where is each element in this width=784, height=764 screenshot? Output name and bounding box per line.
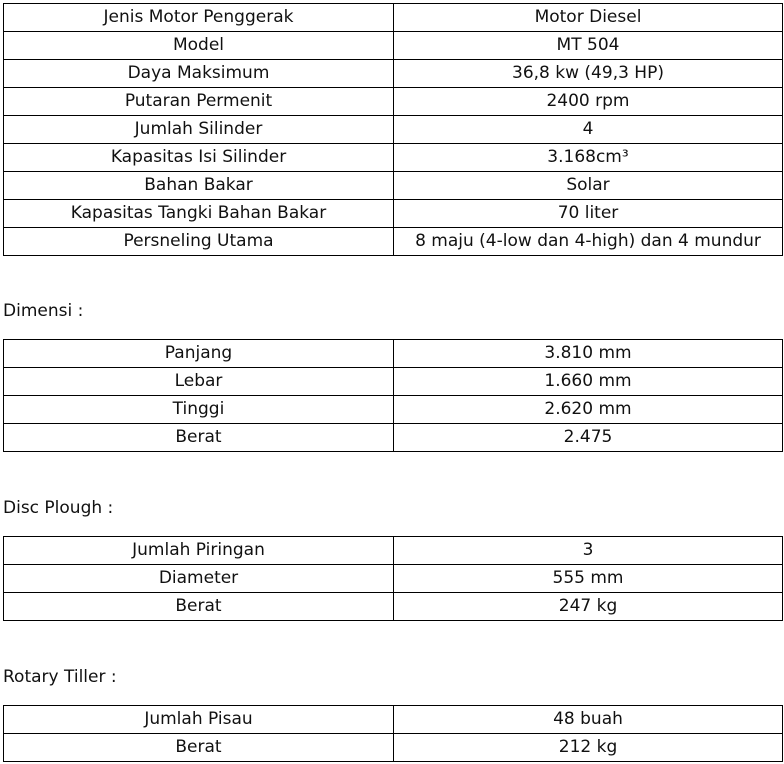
spec-value: 3.810 mm bbox=[394, 340, 783, 368]
spec-value: 1.660 mm bbox=[394, 368, 783, 396]
table-row bbox=[4, 565, 783, 593]
spec-value: 3 bbox=[394, 537, 783, 565]
table-row bbox=[4, 340, 783, 368]
spec-value: 555 mm bbox=[394, 565, 783, 593]
spec-value: 48 buah bbox=[394, 706, 783, 734]
dimensions-table bbox=[3, 339, 783, 452]
rotary-tiller-table bbox=[3, 705, 783, 762]
spec-label: Berat bbox=[4, 734, 394, 762]
table-row bbox=[4, 144, 783, 172]
table-row bbox=[4, 537, 783, 565]
spec-label: Panjang bbox=[4, 340, 394, 368]
spec-label: Putaran Permenit bbox=[4, 88, 394, 116]
spec-label: Kapasitas Tangki Bahan Bakar bbox=[4, 200, 394, 228]
spec-value: 247 kg bbox=[394, 593, 783, 621]
table-row bbox=[4, 172, 783, 200]
spec-value: 2.620 mm bbox=[394, 396, 783, 424]
spec-value: 2.475 bbox=[394, 424, 783, 452]
spec-value: 8 maju (4-low dan 4-high) dan 4 mundur bbox=[394, 228, 783, 256]
spec-value: 212 kg bbox=[394, 734, 783, 762]
spec-value: 4 bbox=[394, 116, 783, 144]
disc-plough-heading: Disc Plough : bbox=[3, 498, 114, 518]
spec-value: 70 liter bbox=[394, 200, 783, 228]
table-row bbox=[4, 706, 783, 734]
spec-value: 3.168cm³ bbox=[394, 144, 783, 172]
spec-label: Berat bbox=[4, 424, 394, 452]
spec-label: Model bbox=[4, 32, 394, 60]
table-row bbox=[4, 734, 783, 762]
spec-label: Jumlah Silinder bbox=[4, 116, 394, 144]
spec-label: Berat bbox=[4, 593, 394, 621]
spec-label: Lebar bbox=[4, 368, 394, 396]
table-row bbox=[4, 368, 783, 396]
spec-value: MT 504 bbox=[394, 32, 783, 60]
table-row bbox=[4, 60, 783, 88]
spec-label: Kapasitas Isi Silinder bbox=[4, 144, 394, 172]
rotary-tiller-heading: Rotary Tiller : bbox=[3, 667, 117, 687]
table-row bbox=[4, 116, 783, 144]
table-row bbox=[4, 4, 783, 32]
table-row bbox=[4, 200, 783, 228]
spec-label: Jenis Motor Penggerak bbox=[4, 4, 394, 32]
table-row bbox=[4, 396, 783, 424]
spec-label: Tinggi bbox=[4, 396, 394, 424]
spec-label: Daya Maksimum bbox=[4, 60, 394, 88]
spec-label: Diameter bbox=[4, 565, 394, 593]
table-row bbox=[4, 88, 783, 116]
dimensions-heading: Dimensi : bbox=[3, 301, 84, 321]
table-row bbox=[4, 32, 783, 60]
table-row bbox=[4, 593, 783, 621]
spec-label: Bahan Bakar bbox=[4, 172, 394, 200]
spec-value: Solar bbox=[394, 172, 783, 200]
disc-plough-table bbox=[3, 536, 783, 621]
spec-value: Motor Diesel bbox=[394, 4, 783, 32]
engine-spec-table bbox=[3, 3, 783, 256]
spec-value: 36,8 kw (49,3 HP) bbox=[394, 60, 783, 88]
table-row bbox=[4, 228, 783, 256]
spec-label: Jumlah Piringan bbox=[4, 537, 394, 565]
spec-label: Jumlah Pisau bbox=[4, 706, 394, 734]
spec-value: 2400 rpm bbox=[394, 88, 783, 116]
spec-label: Persneling Utama bbox=[4, 228, 394, 256]
table-row bbox=[4, 424, 783, 452]
